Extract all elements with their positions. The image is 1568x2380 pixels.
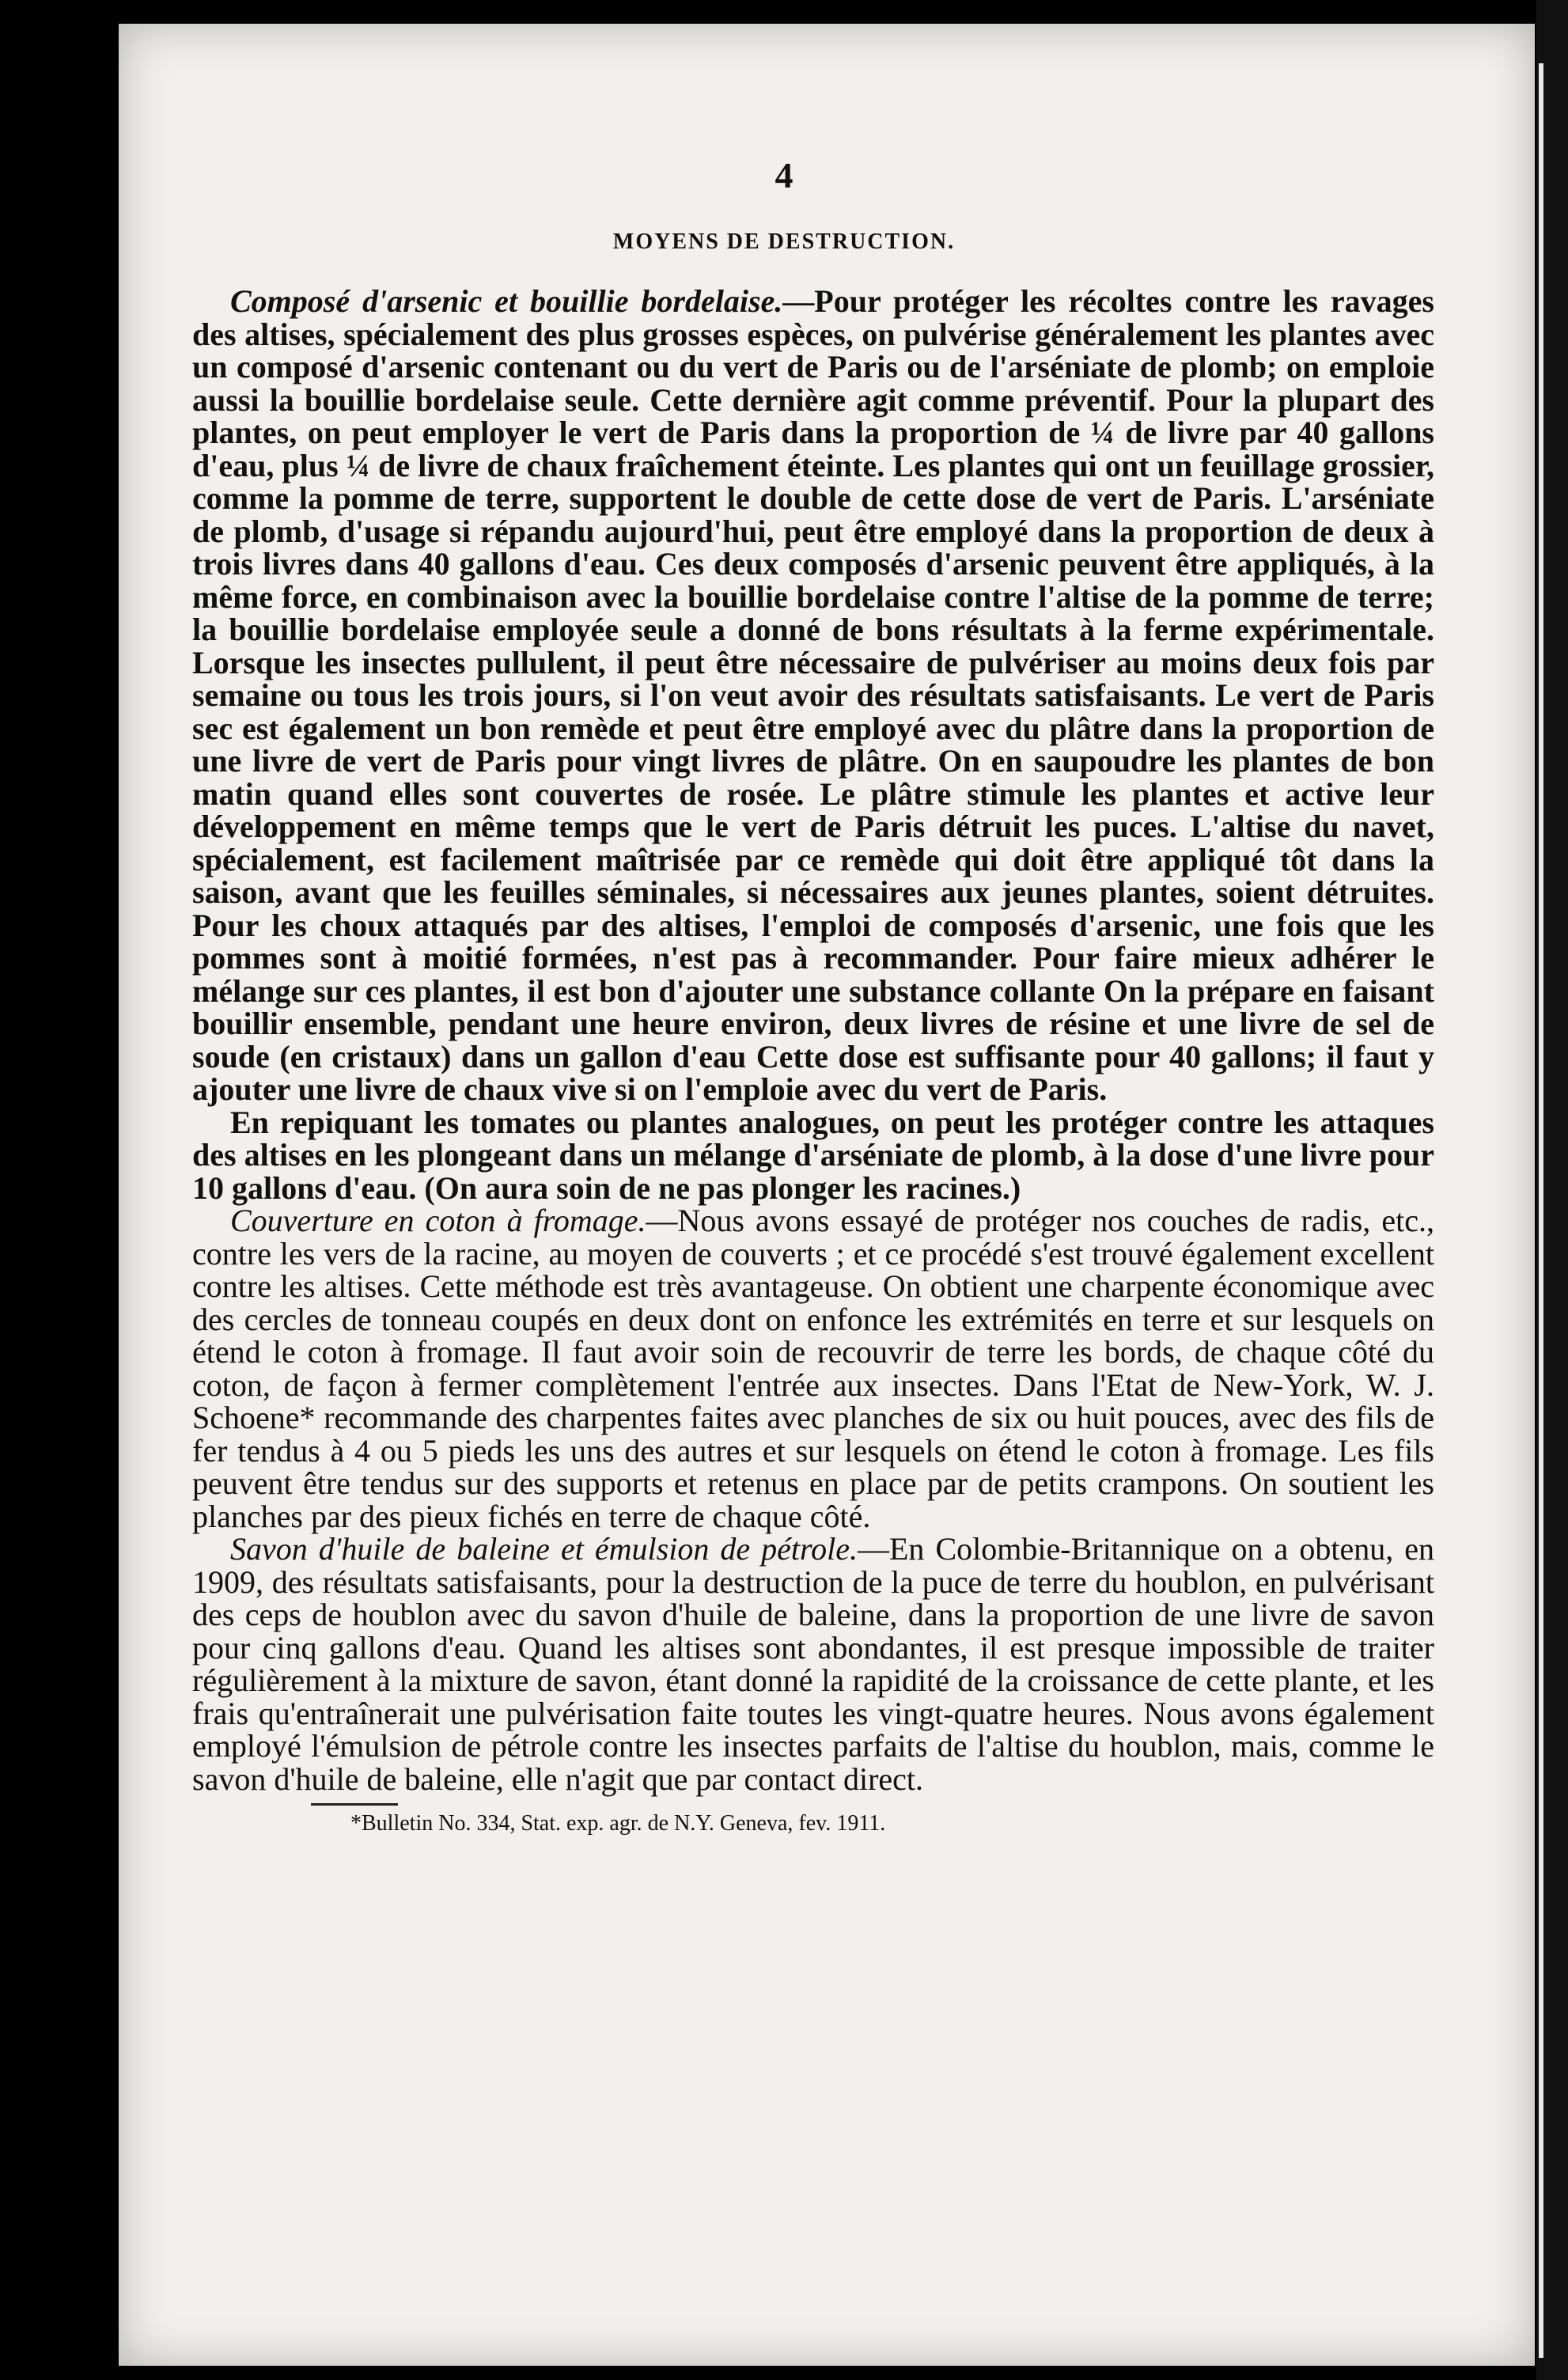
footnote-rule: [311, 1803, 398, 1806]
paragraph-body: —En Colombie-Britannique on a obtenu, en 1909, des résultats satisfaisants, pour la destruction de la puce de terre du houblon, en pulvérisant des ceps de houblon avec du savon d'huile de baleine, dans la proportion de une livre de savon pour cinq gallons d'eau. Quand les altises sont abondantes, il est presque impossible de traiter régulièrement à la mixture de savon, étant donné la rapidité de la croissance de cette plante, et les frais qu'entraînerait une pulvérisation faite toutes les vingt-quatre heures. Nous avons également employé l'émulsion de pétrole contre les insectes parfaits de l'altise du houblon, mais, comme le savon d'huile de baleine, elle n'agit que par contact direct.: [192, 1531, 1434, 1797]
paragraph-savon: [192, 1533, 1434, 1795]
paragraph-body: —Nous avons essayé de protéger nos couches de radis, etc., contre les vers de la racine, au moyen de couverts ; et ce procédé s'est trouvé également excellent contre les altises. Cette méthode est très avantageuse. On obtient une charpente économique avec des cercles de tonneau coupés en deux dont on enfonce les extrémités en terre et sur lesquels on étend le coton à fromage. Il faut avoir soin de recouvrir de terre les bords, de chaque côté du coton, de façon à fermer complètement l'entrée aux insectes. Dans l'Etat de New-York, W. J. Schoene* recommande des charpentes faites avec planches de six ou huit pouces, avec des fils de fer tendus à 4 ou 5 pieds les uns des autres et sur lesquels on étend le coton à fromage. Les fils peuvent être tendus sur des supports et retenus en place par de petits crampons. On soutient les planches par des pieux fichés en terre de chaque côté.: [192, 1203, 1434, 1534]
body-text: [192, 285, 1434, 1837]
footnote: *Bulletin No. 334, Stat. exp. agr. de N.Y. Geneva, fev. 1911.: [350, 1811, 886, 1836]
paragraph-heading: Savon d'huile de baleine et émulsion de pétrole.: [230, 1531, 858, 1567]
paragraph-body: En repiquant les tomates ou plantes analogues, on peut les protéger contre les attaques des altises en les plongeant dans un mélange d'arséniate de plomb, à la dose d'une livre pour 10 gallons d'eau. (On aura soin de ne pas plonger les racines.): [192, 1104, 1434, 1206]
paragraph-arsenic: [192, 285, 1434, 1106]
page-number: 4: [775, 155, 793, 195]
paragraph-body: —Pour protéger les récoltes contre les ravages des altises, spécialement des plus grosses espèces, on pulvérise généralement les plantes avec un composé d'arsenic contenant ou du vert de Paris ou de l'arséniate de plomb; on emploie aussi la bouillie bordelaise seule. Cette dernière agit comme préventif. Pour la plupart des plantes, on peut employer le vert de Paris dans la proportion de ¼ de livre par 40 gallons d'eau, plus ¼ de livre de chaux fraîchement éteinte. Les plantes qui ont un feuillage grossier, comme la pomme de terre, supportent le double de cette dose de vert de Paris. L'arséniate de plomb, d'usage si répandu aujourd'hui, peut être employé dans la proportion de deux à trois livres dans 40 gallons d'eau. Ces deux composés d'arsenic peuvent être appliqués, à la même force, en combinaison avec la bouillie bordelaise contre l'altise de la pomme de terre; la bouillie bordelaise employée seule a donné de bons résultats à la ferme expérimentale. Lorsque les insectes pullulent, il peut être nécessaire de pulvériser au moins deux fois par semaine ou tous les trois jours, si l'on veut avoir des résultats satisfaisants. Le vert de Paris sec est également un bon remède et peut être employé avec du plâtre dans la proportion de une livre de vert de Paris pour vingt livres de plâtre. On en saupoudre les plantes de bon matin quand elles sont couvertes de rosée. Le plâtre stimule les plantes et active leur développement en même temps que le vert de Paris détruit les puces. L'altise du navet, spécialement, est facilement maîtrisée par ce remède qui doit être appliqué tôt dans la saison, avant que les feuilles séminales, si nécessaires aux jeunes plantes, soient détruites. Pour les choux attaqués par des altises, l'emploi de composés d'arsenic, une fois que les pommes sont à moitié formées, n'est pas à recommander. Pour faire mieux adhérer le mélange sur ces plantes, il est bon d'ajouter une substance collante On la prépare en faisant bouillir ensemble, pendant une heure environ, deux livres de résine et une livre de sel de soude (en cristaux) dans un gallon d'eau Cette dose est suffisante pour 40 gallons; il faut y ajouter une livre de chaux vive si on l'emploie avec du vert de Paris.: [192, 283, 1434, 1107]
page-edge-line: [1539, 63, 1543, 2358]
paragraph-heading: Composé d'arsenic et bouillie bordelaise.: [230, 283, 783, 319]
paragraph-heading: Couverture en coton à fromage.: [230, 1203, 646, 1238]
paragraph-tomates: [192, 1106, 1434, 1205]
paragraph-coton: [192, 1204, 1434, 1533]
running-head: MOYENS DE DESTRUCTION.: [612, 229, 956, 254]
